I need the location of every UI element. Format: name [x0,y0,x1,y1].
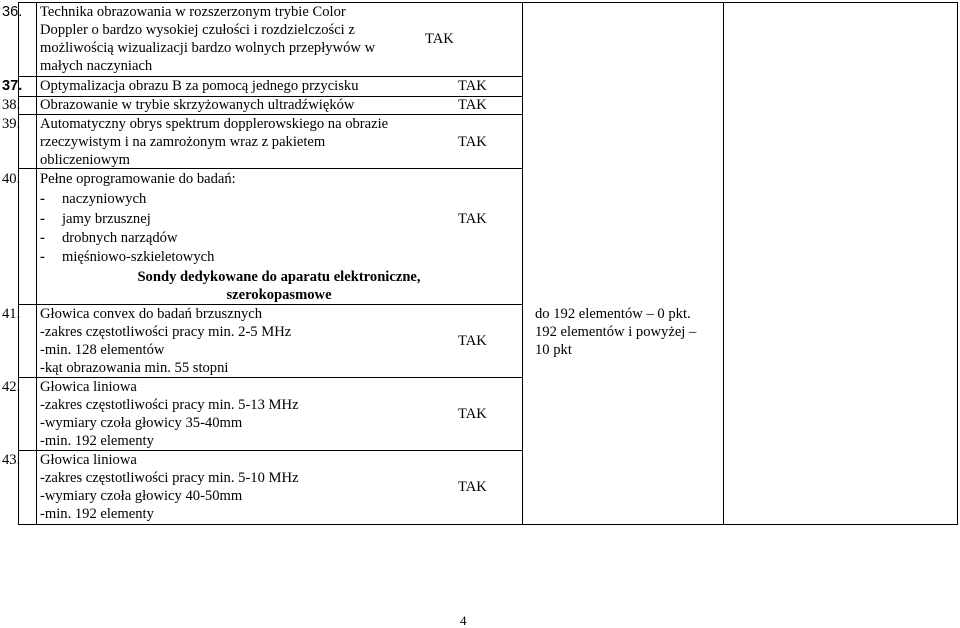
list-item: mięśniowo-szkieletowych [62,249,215,265]
list-bullet: - [40,211,45,227]
list-item: naczyniowych [62,191,147,207]
row-text: -zakres częstotliwości pracy min. 5-10 MHz [40,470,299,486]
row-number: 41. [2,306,21,322]
row-text: Głowica liniowa [40,379,137,395]
row-text: -min. 192 elementy [40,433,154,449]
section-heading: szerokopasmowe [226,287,332,303]
section-heading: Sondy dedykowane do aparatu elektroniczne, [137,269,421,285]
row-text: Głowica convex do badań brzusznych [40,306,263,322]
row-text: obliczeniowym [40,152,130,168]
row-text: Optymalizacja obrazu B za pomocą jednego przycisku [40,78,359,94]
row-answer: TAK [458,134,487,150]
row-answer: TAK [458,333,487,349]
row-number: 40. [2,171,21,187]
row-text: -min. 192 elementy [40,506,154,522]
scoring-note: 10 pkt [535,342,572,358]
row-text: -kąt obrazowania min. 55 stopni [40,360,229,376]
row-text: Doppler o bardzo wysokiej czułości i rozdzielczości z [40,22,355,38]
row-text: -zakres częstotliwości pracy min. 5-13 MHz [40,397,299,413]
row-number: 43. [2,452,21,468]
row-answer: TAK [458,211,487,227]
column-line [522,2,523,525]
row-number: 39. [2,116,21,132]
list-item: jamy brzusznej [62,211,151,227]
row-text: -wymiary czoła głowicy 40-50mm [40,488,243,504]
row-number: 36. [2,4,23,20]
list-bullet: - [40,249,45,265]
scoring-note: 192 elementów i powyżej – [535,324,697,340]
scoring-note: do 192 elementów – 0 pkt. [535,306,691,322]
row-answer: TAK [458,406,487,422]
row-text: rzeczywistym i na zamrożonym wraz z pakietem [40,134,326,150]
column-line [36,2,37,525]
row-text: Automatyczny obrys spektrum dopplerowskiego na obrazie [40,116,389,132]
row-answer: TAK [425,31,454,47]
page-number: 4 [460,613,467,628]
list-bullet: - [40,191,45,207]
row-text: Głowica liniowa [40,452,137,468]
row-number: 38. [2,97,21,113]
list-bullet: - [40,230,45,246]
list-item: drobnych narządów [62,230,178,246]
column-line [957,2,958,525]
row-number: 42. [2,379,21,395]
row-text: -wymiary czoła głowicy 35-40mm [40,415,243,431]
row-text: możliwością wizualizacji bardzo wolnych przepływów w [40,40,376,56]
row-text: Obrazowanie w trybie skrzyżowanych ultradźwięków [40,97,355,113]
row-text: Technika obrazowania w rozszerzonym trybie Color [40,4,346,20]
row-answer: TAK [458,479,487,495]
row-text: -zakres częstotliwości pracy min. 2-5 MHz [40,324,292,340]
row-answer: TAK [458,78,487,94]
row-number: 37. [2,78,23,94]
row-text: Pełne oprogramowanie do badań: [40,171,236,187]
row-divider [18,524,958,525]
row-text: małych naczyniach [40,58,153,74]
column-line [723,2,724,525]
row-text: -min. 128 elementów [40,342,165,358]
row-answer: TAK [458,97,487,113]
